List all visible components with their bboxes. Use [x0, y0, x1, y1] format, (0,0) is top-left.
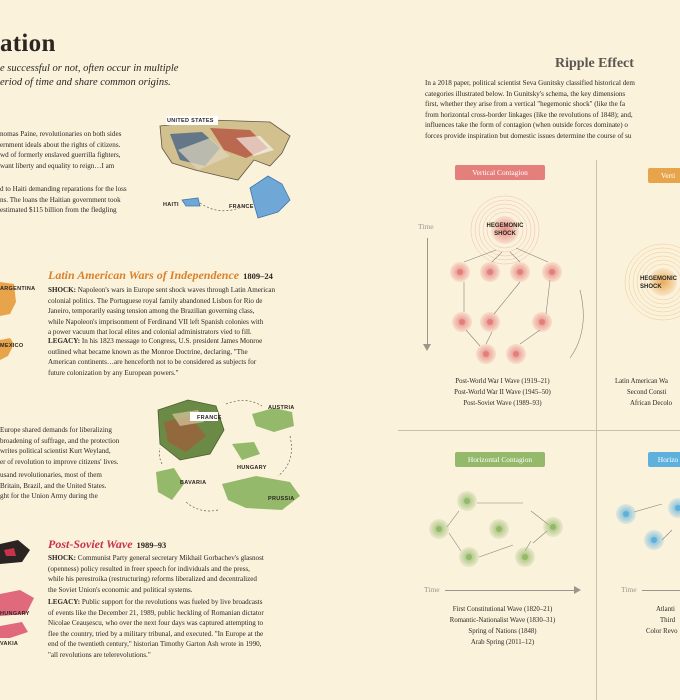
- map-label-france: FRANCE: [229, 204, 254, 210]
- hd-time-label: Time: [621, 585, 637, 594]
- hc-time-arrow-icon: [574, 586, 581, 594]
- vc-time-arrow-icon: [423, 344, 431, 351]
- vd-waves-list: Latin American Wa Second Consti African Decolo: [615, 378, 673, 407]
- horizontal-diffusion-diagram: [612, 490, 680, 560]
- post-soviet-map: [0, 538, 40, 648]
- hc-time-axis: [445, 590, 575, 591]
- spring-of-nations-map: [150, 392, 310, 522]
- map-label-united-states: UNITED STATES: [167, 118, 214, 124]
- quadrant-divider-horizontal: [398, 430, 680, 431]
- map-label-argentina: ARGENTINA: [0, 286, 36, 292]
- soviet-shock-paragraph: SHOCK: Communist Party general secretary Mikhail Gorbachev's glasnost (openness) policy resulted in freer speech for individuals and the press, while his perestroika (restructuring) reforms liberalized and decentralized the Soviet Union's economic and political systems.: [48, 554, 264, 594]
- hc-waves-list: First Constitutional Wave (1820–21) Romantic-Nationalist Wave (1830–31) Spring of Nations (1848) Arab Spring (2011–12): [449, 606, 556, 646]
- page-intro: e successful or not, often occur in multiple eriod of time and share common origins.: [0, 63, 179, 88]
- post-soviet-title: Post-Soviet Wave 1989–93: [48, 537, 167, 551]
- vd-hegemonic-shock-label: HEGEMONIC SHOCK: [640, 276, 678, 290]
- map-label-slovakia: VAKIA: [0, 641, 19, 647]
- map-label-bavaria: BAVARIA: [180, 480, 207, 486]
- horizontal-contagion-label: Horizontal Contagion: [455, 452, 545, 467]
- hd-waves-list: Atlanti Third Color Revo: [646, 606, 678, 635]
- latin-america-title: Latin American Wars of Independence 1809–24: [48, 268, 273, 282]
- haiti-paragraph-2: d to Haiti demanding reparations for the loss ns. The loans the Haitian government took estimated $115 billion from the fledgling: [0, 185, 127, 215]
- map-label-haiti: HAITI: [163, 202, 179, 208]
- soviet-legacy-paragraph: LEGACY: Public support for the revolutions was fueled by live broadcasts of events like the December 21, 1989, public heckling of Romanian dictator Nicolae Ceaușescu, who over the next four days was captured attempting to flee the country, tried by a military tribunal, and executed. "In Europe at the end of the twentieth century," historian Timothy Garton Ash wrote in 1990, "all revolutions are telerevolutions.": [48, 598, 264, 659]
- vc-time-axis: [427, 238, 428, 346]
- latin-legacy-paragraph: LEGACY: In his 1823 message to Congress, U.S. president James Monroe outlined what became known as the Monroe Doctrine, declaring, "The American continents…are henceforth not to be considered as subjects for future colonization by any European powers.": [48, 337, 263, 377]
- map-label-austria: AUSTRIA: [268, 405, 295, 411]
- vertical-diffusion-label: Verti: [648, 168, 680, 183]
- page-title: ation: [0, 30, 56, 57]
- ripple-effect-intro: In a 2018 paper, political scientist Seva Gunitsky classified historical dem categories illustrated below. In Gunitsky's schema, the key dimensions first, whether they arise from a vertical "hegemonic shock" (like the fa from horizontal cross-border linkages (like the revolutions of 1848); and, influences take the form of contagion (when outside forces dominate) o forces provide inspiration but domestic issues determine the course of su: [425, 79, 635, 140]
- horizontal-diffusion-label: Horizo: [648, 452, 680, 467]
- map-label-france-1848: FRANCE: [197, 415, 222, 421]
- latin-america-map: [0, 280, 30, 380]
- map-label-prussia: PRUSSIA: [268, 496, 295, 502]
- haiti-paragraph-1: nomas Paine, revolutionaries on both sides ernment ideals about the rights of citizens. wd of formerly enslaved guerrilla fighters, want liberty and equality to reign…I am: [0, 130, 122, 170]
- latin-shock-paragraph: SHOCK: Napoleon's wars in Europe sent shock waves through Latin American colonial politics. The Portuguese royal family abandoned Lisbon for Rio de Janeiro, temporarily easing tension among the Brazilian governing class, while Napoleon's imprisonment of Ferdinand VII left Spanish colonies with a power vacuum that local elites and colonial administrators vied to fill.: [48, 286, 276, 337]
- vc-time-label: Time: [418, 222, 434, 231]
- vc-waves-list: Post-World War I Wave (1919–21) Post-World War II Wave (1945–50) Post-Soviet Wave (1989–93): [454, 378, 551, 407]
- vc-hegemonic-shock-label: HEGEMONIC SHOCK: [486, 223, 524, 237]
- vertical-contagion-label: Vertical Contagion: [455, 165, 545, 180]
- spring-paragraph-2: usand revolutionaries, most of them Britain, Brazil, and the United States. ght for the Union Army during the: [0, 471, 107, 501]
- vertical-contagion-diagram: [440, 190, 590, 370]
- map-label-mexico: MEXICO: [0, 343, 24, 349]
- haiti-map-illustration: [150, 108, 300, 238]
- map-label-hungary-1989: HUNGARY: [0, 611, 30, 617]
- ripple-effect-title: Ripple Effect: [555, 56, 634, 71]
- hd-time-axis: [642, 590, 680, 591]
- hc-time-label: Time: [424, 585, 440, 594]
- horizontal-contagion-diagram: [425, 485, 590, 590]
- spring-paragraph-1: Europe shared demands for liberalizing broadening of suffrage, and the protection writes political scientist Kurt Weyland, er of revolution to improve citizens' lives.: [0, 426, 120, 466]
- map-label-hungary: HUNGARY: [237, 465, 267, 471]
